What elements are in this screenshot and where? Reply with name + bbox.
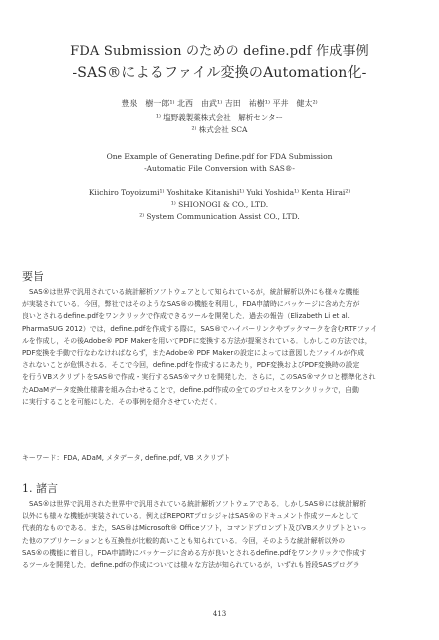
abstract-line: に実行することを可能にした．その事例を紹介させていただく．	[22, 397, 222, 406]
intro-body	[22, 498, 420, 571]
keywords: キーワード：FDA, ADaM, メタデータ, define.pdf, VB スクリプト	[22, 454, 231, 462]
intro-line: SAS®の機能に着目し，FDA申請時にパッケージに含める方が良いとされるdefine.pdfをワンクリックで作成す	[22, 548, 367, 557]
affiliation-en-1: ¹⁾ SHIONOGI & CO., LTD.	[170, 200, 269, 209]
abstract-line: を行うVBスクリプトをSAS®で作成・実行するSAS®マクロを開発した．さらに，このSAS®マクロと標準化され	[22, 373, 376, 382]
abstract-line: 良いとされるdefine.pdfをワンクリックで作成できるツールを開発した．過去の報告（Elizabeth Li et al.	[22, 312, 350, 321]
intro-line: 代表的なものである．また，SAS®はMicrosoft® Officeソフト，コマンドプロンプト及びVBスクリプトといっ	[22, 524, 367, 533]
abstract-line: たADaMデータ変換仕様書を組み合わせることで，define.pdf作成の全てのプロセスをワンクリックで，自動	[22, 385, 359, 394]
abstract-heading: 要旨	[22, 270, 44, 283]
abstract-line: SAS®は世界で汎用されている統計解析ソフトウェアとして知られているが，統計解析以外にも様々な機能	[29, 288, 360, 296]
authors-en: Kiichiro Toyoizumi¹⁾ Yoshitake Kitanishi¹⁾ Yuki Yoshida¹⁾ Kenta Hirai²⁾	[88, 188, 351, 197]
title-jp-line2: -SAS®によるファイル変換のAutomation化-	[72, 65, 367, 81]
intro-line: るツールを開発した．define.pdfの作成については様々な方法が知られているが，いずれも旨段SASプログラ	[22, 561, 360, 570]
title-en: One Example of Generating Define.pdf for FDA Submission	[106, 152, 333, 161]
abstract-body	[22, 286, 420, 408]
intro-line: SAS®は世界で汎用された世界中で汎用されている統計解析ソフトウェアである．しかしSAS®には統計解析	[29, 500, 367, 508]
abstract-line: PharmaSUG 2012）では，define.pdfを作成する際に，SAS®でハイパーリンクやブックマークを含むRTFファイ	[22, 324, 378, 333]
intro-line: た他のアプリケーションとも互換性が比較的高いことも知られている．今回，そのような統計解析以外の	[22, 536, 346, 545]
subtitle-en: -Automatic File Conversion with SAS®-	[144, 164, 295, 173]
intro-line: 以外にも様々な機能が実装されている．例えばREPORTプロシジャはSAS®のドキュメント作成ツールとして	[22, 512, 359, 521]
abstract-line: されないことが危惧される．そこで今回，define.pdfを作成するにあたり，PDF変換およびPDF変換時の設定	[22, 361, 360, 370]
page-number: 413	[212, 610, 227, 618]
authors-jp: 豊泉 樹一郎¹⁾ 北西 由武¹⁾ 吉田 祐樹¹⁾ 平井 健太²⁾	[121, 99, 318, 108]
intro-heading: 1. 諸言	[22, 482, 58, 495]
affiliation-en-2: ²⁾ System Communication Assist CO., LTD.	[139, 212, 300, 221]
abstract-line: PDF変換を手動で行なわなければならず，またAdobe® PDF Makerの設定によっては意図したファイルが作成	[22, 349, 365, 358]
abstract-line: ルを作成し，その後Adobe® PDF Makerを用いてPDFに変換する方法が提案されている．しかしこの方法では，	[22, 336, 372, 345]
abstract-line: が実装されている．今回，弊社ではそのようなSAS®の機能を利用し，FDA申請時にパッケージに含めた方が	[22, 300, 360, 309]
affiliation-jp-1: ¹⁾ 塩野義製薬株式会社 解析センター	[156, 113, 283, 122]
title-jp-line1: FDA Submission のための define.pdf 作成事例	[70, 44, 369, 59]
affiliation-jp-2: ²⁾ 株式会社 SCA	[191, 125, 248, 134]
